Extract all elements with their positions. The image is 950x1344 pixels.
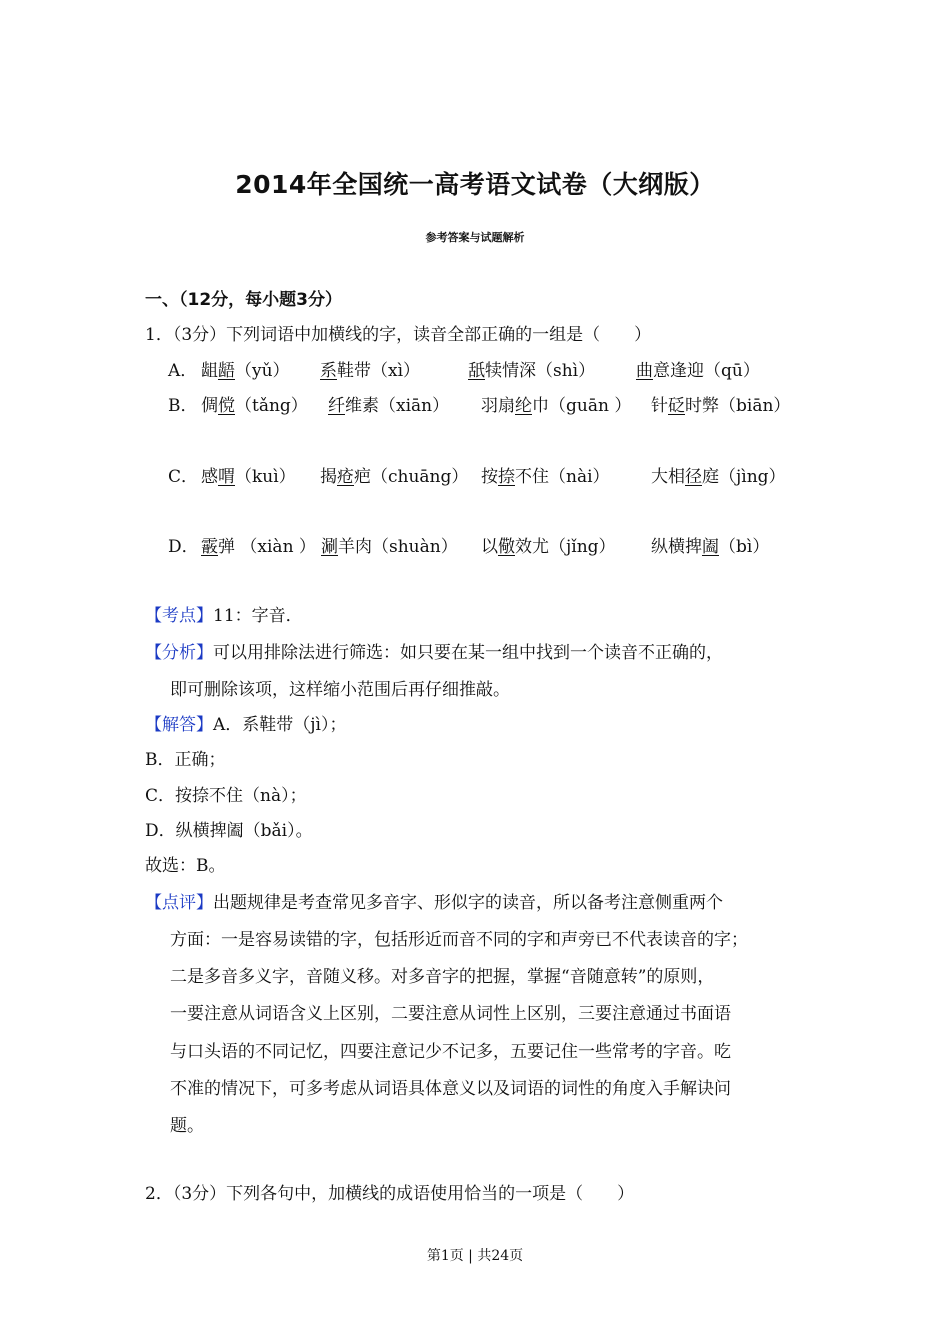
dianping-line: 与口头语的不同记忆，四要注意记少不记多，五要记住一些常考的字音。吃 xyxy=(170,1042,731,1062)
dianping-line: 题。 xyxy=(170,1116,204,1136)
question-2-stem: 2．（3分）下列各句中，加横线的成语使用恰当的一项是（ ） xyxy=(145,1184,635,1204)
option-item: 纤维素（xiān） xyxy=(328,396,450,416)
fenxi-continued: 即可删除该项，这样缩小范围后再仔细推敲。 xyxy=(170,680,510,700)
option-b xyxy=(168,394,868,418)
question-1-stem: 1．（3分）下列词语中加横线的字，读音全部正确的一组是（ ） xyxy=(145,325,652,345)
option-d xyxy=(168,535,868,559)
kaodian-tag: 【考点】 xyxy=(145,606,213,626)
jieda-choice: 故选：B。 xyxy=(145,856,226,876)
jieda xyxy=(145,713,347,737)
option-item: 曲意逢迎（qū） xyxy=(636,361,760,381)
jieda-c: C．按捺不住（nà）； xyxy=(145,786,307,806)
jieda-a: A．系鞋带（jì）； xyxy=(213,715,347,735)
dianping-line: 一要注意从词语含义上区别，二要注意从词性上区别，三要注意通过书面语 xyxy=(170,1004,731,1024)
dianping xyxy=(145,891,723,915)
option-item: 涮羊肉（shuàn） xyxy=(321,537,458,557)
option-item: 感喟（kuì） xyxy=(201,467,296,487)
dianping-line: 二是多音多义字，音随义移。对多音字的把握，掌握“音随意转”的原则， xyxy=(170,967,715,987)
fenxi-text: 可以用排除法进行筛选：如只要在某一组中找到一个读音不正确的， xyxy=(213,643,723,663)
jieda-d: D．纵横捭阖（bǎi）。 xyxy=(145,821,313,841)
option-item: 舐犊情深（shì） xyxy=(468,361,596,381)
jieda-tag: 【解答】 xyxy=(145,715,213,735)
page-title: 2014年全国统一高考语文试卷（大纲版） xyxy=(235,170,715,199)
fenxi-tag: 【分析】 xyxy=(145,643,213,663)
kaodian-text: 11：字音． xyxy=(213,606,303,626)
option-item: 纵横捭阖（bì） xyxy=(651,537,770,557)
option-item: 倜傥（tǎng） xyxy=(201,396,308,416)
option-item: 以儆效尤（jǐng） xyxy=(481,537,616,557)
kaodian xyxy=(145,604,303,628)
option-item: 按捺不住（nài） xyxy=(481,467,610,487)
page-subtitle: 参考答案与试题解析 xyxy=(425,231,525,244)
dianping-tag: 【点评】 xyxy=(145,893,213,913)
option-a xyxy=(168,359,868,383)
option-item: 系鞋带（xì） xyxy=(320,361,421,381)
option-label: A． xyxy=(168,361,198,381)
section-heading: 一、（12分，每小题3分） xyxy=(145,290,342,310)
option-label: C． xyxy=(168,467,199,487)
fenxi xyxy=(145,641,723,665)
page-footer: 第1页 | 共24页 xyxy=(426,1248,524,1264)
dianping-line: 方面：一是容易读错的字，包括形近而音不同的字和声旁已不代表读音的字； xyxy=(170,930,748,950)
option-item: 针砭时弊（biān） xyxy=(651,396,791,416)
option-label: B． xyxy=(168,396,198,416)
dianping-line: 不准的情况下，可多考虑从词语具体意义以及词语的词性的角度入手解诀问 xyxy=(170,1079,731,1099)
jieda-b: B．正确； xyxy=(145,750,226,770)
option-item: 龃龉（yǔ） xyxy=(201,361,290,381)
dianping-line: 出题规律是考查常见多音字、形似字的读音，所以备考注意侧重两个 xyxy=(213,893,723,913)
option-item: 揭疮疤（chuāng） xyxy=(320,467,469,487)
option-label: D． xyxy=(168,537,199,557)
option-item: 羽扇纶巾（guān ） xyxy=(481,396,632,416)
option-item: 霰弹 （xiàn ） xyxy=(201,537,316,557)
option-item: 大相径庭（jìng） xyxy=(651,467,786,487)
option-c xyxy=(168,465,868,489)
